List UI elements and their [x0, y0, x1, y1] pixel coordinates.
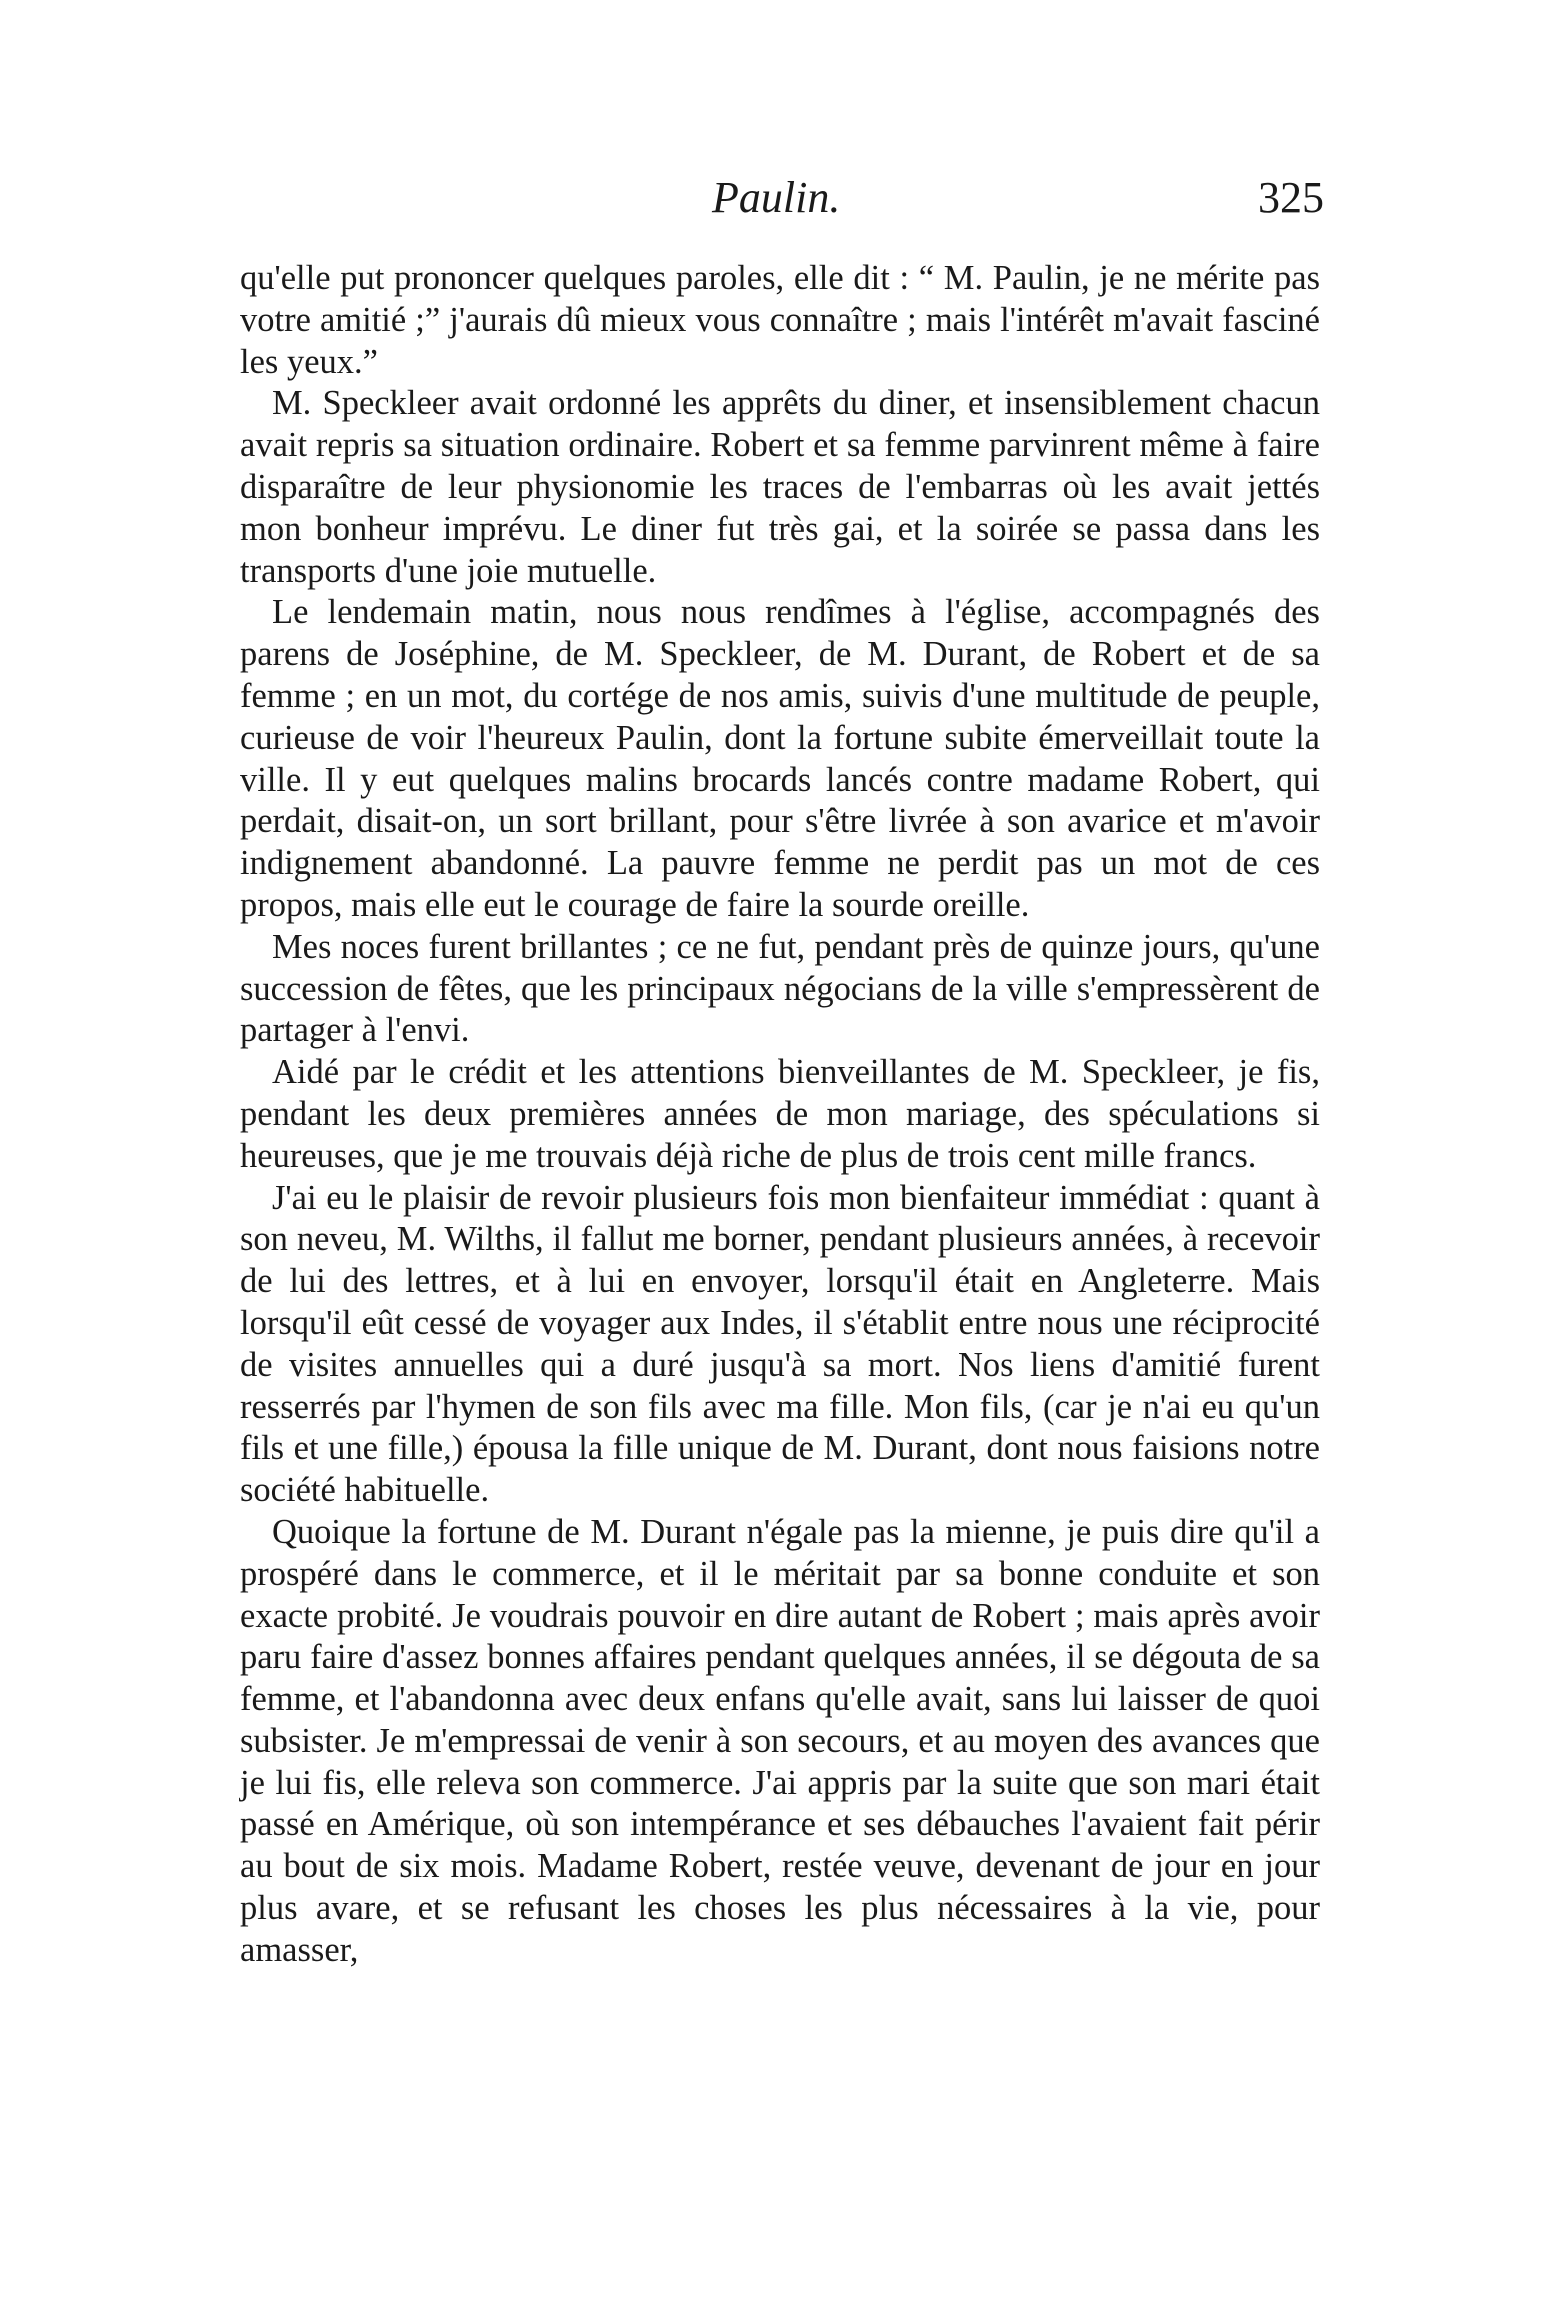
- paragraph: M. Speckleer avait ordonné les apprêts du diner, et insensiblement chacun avait repris sa situation ordinaire. Robert et sa femme parvinrent même à faire disparaître de leur physionomie les traces de l'embarras où les avait jettés mon bonheur imprévu. Le diner fut très gai, et la soirée se passa dans les transports d'une joie mutuelle.: [240, 384, 1320, 590]
- paragraph: J'ai eu le plaisir de revoir plusieurs fois mon bienfaiteur immédiat : quant à son neveu, M. Wilths, il fallut me borner, pendant plusieurs années, à recevoir de lui des lettres, et à lui en envoyer, lorsqu'il était en Angleterre. Mais lorsqu'il eût cessé de voyager aux Indes, il s'établit entre nous une réciprocité de visites annuelles qui a duré jusqu'à sa mort. Nos liens d'amitié furent resserrés par l'hymen de son fils avec ma fille. Mon fils, (car je n'ai eu qu'un fils et une fille,) épousa la fille unique de M. Durant, dont nous faisions notre société habituelle.: [240, 1178, 1320, 1510]
- paragraph: Mes noces furent brillantes ; ce ne fut, pendant près de quinze jours, qu'une succession de fêtes, que les principaux négocians de la ville s'empressèrent de partager à l'envi.: [240, 927, 1320, 1050]
- paragraph: qu'elle put prononcer quelques paroles, elle dit : “ M. Paulin, je ne mérite pas votre amitié ;” j'aurais dû mieux vous connaître ; mais l'intérêt m'avait fasciné les yeux.”: [240, 259, 1320, 381]
- paragraph: Aidé par le crédit et les attentions bienveillantes de M. Speckleer, je fis, pendant les deux premières années de mon mariage, des spéculations si heureuses, que je me trouvais déjà riche de plus de trois cent mille francs.: [240, 1053, 1320, 1175]
- page-header: [0, 168, 1549, 228]
- running-title: Paulin.: [712, 173, 841, 222]
- page-number: 325: [1258, 173, 1324, 222]
- paragraph: Quoique la fortune de M. Durant n'égale pas la mienne, je puis dire qu'il a prospéré dans le commerce, et il le méritait par sa bonne conduite et son exacte probité. Je voudrais pouvoir en dire autant de Robert ; mais après avoir paru faire d'assez bonnes affaires pendant quelques années, il se dégouta de sa femme, et l'abandonna avec deux enfans qu'elle avait, sans lui laisser de quoi subsister. Je m'empressai de venir à son secours, et au moyen des avances que je lui fis, elle releva son commerce. J'ai appris par la suite que son mari était passé en Amérique, où son intempérance et ses débauches l'avaient fait périr au bout de six mois. Madame Robert, restée veuve, devenant de jour en jour plus avare, et se refusant les choses les plus nécessaires à la vie, pour amasser,: [240, 1512, 1320, 1969]
- body-text: [240, 258, 1320, 1972]
- paragraph: Le lendemain matin, nous nous rendîmes à l'église, accompagnés des parens de Joséphine, de M. Speckleer, de M. Durant, de Robert et de sa femme ; en un mot, du cortége de nos amis, suivis d'une multitude de peuple, curieuse de voir l'heureux Paulin, dont la fortune subite émerveillait toute la ville. Il y eut quelques malins brocards lancés contre madame Robert, qui perdait, disait-on, un sort brillant, pour s'être livrée à son avarice et m'avoir indignement abandonné. La pauvre femme ne perdit pas un mot de ces propos, mais elle eut le courage de faire la sourde oreille.: [240, 593, 1320, 924]
